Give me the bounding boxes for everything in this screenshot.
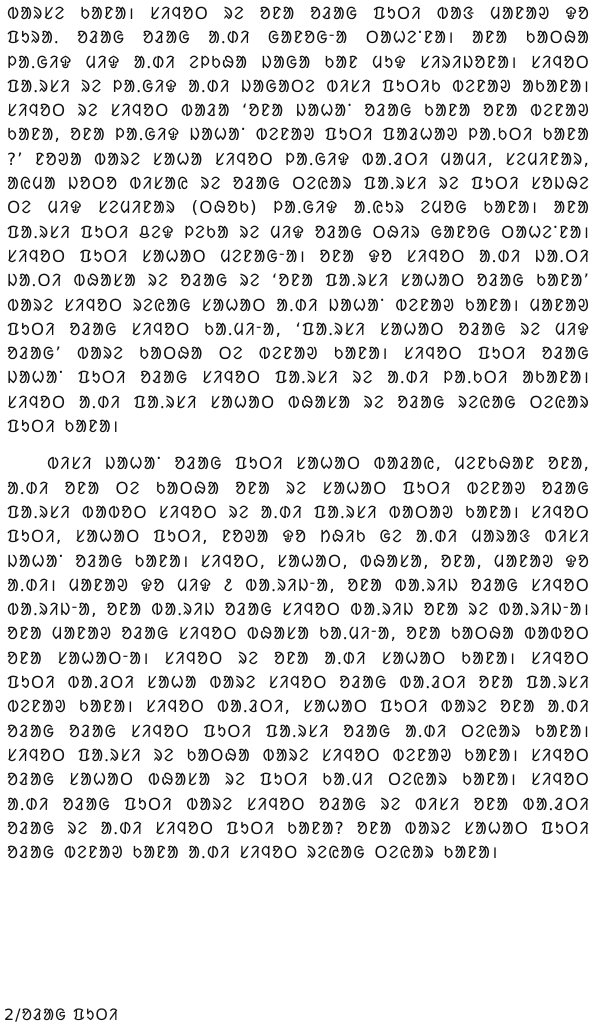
paragraph: ᱵᱟᱨᱥᱮ ᱠᱟᱱᱟ। ᱥᱤᱧᱚᱛ ᱨᱮ ᱚᱱᱟ ᱚᱲᱟᱜ ᱯᱩᱛᱤ ᱵᱟᱝ ᱢᱟᱱᱟᱣ ᱫᱚ ᱯᱩᱨᱟᱹ ᱚᱲᱟᱜ ᱚᱲᱟᱜ ᱟᱹᱰᱤ ᱜᱟᱱᱚᱜᱼᱟ ᱛᱟᱦᱮᱸᱱᱟ। ᱟᱱᱟ ᱠᱟᱛᱷᱟ ᱞᱟᱹᱜᱤᱫ ᱢᱤᱫ ᱟᱹᱰᱤ ᱮᱞᱠᱷᱟ ᱡᱟᱜᱟ ᱠᱟᱱ ᱢᱩᱫ ᱥᱤᱨᱤᱡᱚᱱᱟ। ᱥᱤᱧᱚᱛ ᱯᱟᱹᱨᱥᱤ ᱨᱮ ᱞᱟᱹᱜᱤᱫ ᱟᱹᱰᱤ ᱡᱟᱜᱟᱛᱮ ᱵᱤᱥᱤ ᱯᱩᱛᱤᱠ ᱵᱮᱱᱟᱣ ᱟᱠᱟᱱᱟ। ᱥᱤᱧᱚᱛ ᱨᱮ ᱥᱤᱧᱚᱛ ᱵᱟᱲᱟ ‘ᱚᱱᱟ ᱡᱟᱦᱟᱸ ᱚᱲᱟᱜ ᱠᱟᱱᱟ ᱚᱱᱟ ᱵᱮᱱᱟᱣ ᱠᱟᱱᱟ, ᱚᱱᱟ ᱞᱟᱹᱜᱤᱫ ᱡᱟᱦᱟᱸ ᱵᱮᱱᱟᱣ ᱯᱩᱛᱤ ᱯᱟᱲᱦᱟᱣ ᱞᱟᱹᱠᱛᱤ ᱠᱟᱱᱟ ?’ ᱱᱚᱣᱟ ᱵᱟᱨᱮ ᱥᱟᱦᱟ ᱥᱤᱧᱚᱛ ᱞᱟᱹᱜᱤᱫ ᱵᱟᱹᱲᱛᱤ ᱢᱟᱢᱤ, ᱥᱮᱢᱤᱱᱟᱨ, ᱟᱭᱢᱟ ᱡᱚᱛᱚ ᱵᱤᱥᱟᱭ ᱨᱮ ᱚᱲᱟᱜ ᱛᱮᱭᱟᱨ ᱯᱟᱹᱨᱥᱤ ᱨᱮ ᱯᱩᱛᱤ ᱥᱚᱡᱷᱮ ᱛᱮ ᱢᱤᱫ ᱥᱮᱢᱤᱱᱟᱨ (ᱛᱷᱚᱠ) ᱞᱟᱹᱜᱤᱫ ᱟᱹᱭᱩᱨ ᱮᱢᱚᱜ ᱠᱟᱱᱟ। ᱟᱱᱟ ᱯᱟᱹᱨᱥᱤ ᱯᱩᱛᱤ ᱪᱮᱫ ᱞᱮᱠᱟ ᱨᱮ ᱢᱤᱫ ᱚᱲᱟᱜ ᱛᱷᱤᱨ ᱜᱟᱱᱚᱜ ᱛᱟᱦᱮᱸᱱᱟ। ᱥᱤᱧᱚᱛ ᱯᱩᱛᱤ ᱥᱟᱦᱟᱛ ᱢᱮᱱᱟᱜᱼᱟ। ᱚᱱᱟ ᱫᱚ ᱥᱤᱧᱚᱛ ᱟᱹᱰᱤ ᱡᱟᱹᱛᱤ ᱡᱟᱹᱛᱤ ᱵᱷᱟᱥᱟ ᱨᱮ ᱚᱲᱟᱜ ᱨᱮ ‘ᱚᱱᱟ ᱯᱟᱹᱨᱥᱤ ᱥᱟᱦᱟᱛ ᱚᱲᱟᱜ ᱠᱟᱱᱟ’ ᱵᱟᱨᱮ ᱥᱤᱧᱚᱛ ᱨᱮᱭᱟᱜ ᱥᱟᱦᱟᱛ ᱟᱹᱰᱤ ᱡᱟᱦᱟᱸ ᱵᱮᱱᱟᱣ ᱠᱟᱱᱟ। ᱢᱟᱱᱟᱣ ᱯᱩᱛᱤ ᱚᱲᱟᱜ ᱥᱤᱧᱚᱛ ᱠᱟᱹᱢᱤᱼᱟ, ‘ᱯᱟᱹᱨᱥᱤ ᱥᱟᱦᱟᱛ ᱚᱲᱟᱜ ᱨᱮ ᱢᱤᱫ ᱚᱲᱟᱜ’ ᱵᱟᱨᱮ ᱠᱟᱛᱷᱟ ᱛᱮ ᱵᱮᱱᱟᱣ ᱠᱟᱱᱟ। ᱥᱤᱧᱚᱛ ᱯᱩᱛᱤ ᱚᱲᱟᱜ ᱡᱟᱦᱟᱸ ᱯᱩᱛᱤ ᱚᱲᱟᱜ ᱥᱤᱧᱚᱛ ᱯᱟᱹᱨᱥᱤ ᱨᱮ ᱟᱹᱰᱤ ᱞᱟᱹᱠᱛᱤ ᱟᱠᱟᱱᱟ। ᱥᱤᱧᱚᱛ ᱟᱹᱰᱤ ᱯᱟᱹᱨᱥᱤ ᱥᱟᱦᱟᱛ ᱵᱷᱟᱥᱟ ᱨᱮ ᱚᱲᱟᱜ ᱨᱮᱭᱟᱜ ᱛᱮᱭᱟᱨ ᱯᱩᱛᱤ ᱠᱟᱱᱟ।	[7, 4, 590, 438]
paragraph: ᱵᱤᱥᱤ ᱡᱟᱦᱟᱸ ᱚᱲᱟᱜ ᱯᱩᱛᱤ ᱥᱟᱦᱟᱛ ᱵᱟᱲᱟᱭ, ᱢᱮᱱᱠᱷᱟᱱ ᱚᱱᱟ, ᱟᱹᱰᱤ ᱚᱱᱟ ᱛᱮ ᱠᱟᱛᱷᱟ ᱚᱱᱟ ᱨᱮ ᱥᱟᱦᱟᱛ ᱯᱩᱛᱤ ᱵᱮᱱᱟᱣ ᱚᱲᱟᱜ ᱯᱟᱹᱨᱥᱤ ᱵᱟᱵᱚᱛ ᱥᱤᱧᱚᱛ ᱨᱮ ᱟᱹᱰᱤ ᱯᱟᱹᱨᱥᱤ ᱵᱟᱛᱟᱣ ᱠᱟᱱᱟ। ᱥᱤᱧᱚᱛ ᱯᱩᱛᱤ, ᱥᱟᱦᱟᱛ ᱯᱩᱛᱤ, ᱱᱚᱣᱟ ᱫᱚ ᱴᱷᱤᱠ ᱜᱮ ᱟᱹᱰᱤ ᱢᱟᱨᱟᱝ ᱵᱤᱥᱤ ᱡᱟᱦᱟᱸ ᱚᱲᱟᱜ ᱠᱟᱱᱟ। ᱥᱤᱧᱚᱛ, ᱥᱟᱦᱟᱛ, ᱵᱷᱟᱥᱟ, ᱚᱱᱟ, ᱢᱟᱱᱟᱣ ᱫᱚ ᱟᱹᱰᱤ। ᱢᱟᱱᱟᱣ ᱫᱚ ᱢᱤᱫ ᱒ ᱵᱟᱹᱨᱤᱡᱼᱟ, ᱚᱱᱟ ᱵᱟᱹᱨᱤᱡ ᱚᱲᱟᱜ ᱥᱤᱧᱚᱛ ᱵᱟᱹᱨᱤᱡᱼᱟ, ᱚᱱᱟ ᱵᱟᱹᱨᱤᱡ ᱚᱲᱟᱜ ᱥᱤᱧᱚᱛ ᱵᱟᱹᱨᱤᱡ ᱚᱱᱟ ᱨᱮ ᱵᱟᱹᱨᱤᱡᱼᱟ। ᱚᱱᱟ ᱢᱟᱱᱟᱣ ᱚᱲᱟᱜ ᱥᱤᱧᱚᱛ ᱵᱷᱟᱥᱟ ᱠᱟᱹᱢᱤᱼᱟ, ᱚᱱᱟ ᱠᱟᱛᱷᱟ ᱵᱟᱵᱚᱛ ᱚᱱᱟ ᱥᱟᱦᱟᱛᱼᱟ। ᱥᱤᱧᱚᱛ ᱨᱮ ᱚᱱᱟ ᱟᱹᱰᱤ ᱥᱟᱦᱟᱛ ᱠᱟᱱᱟ। ᱥᱤᱧᱚᱛ ᱯᱩᱛᱤ ᱵᱟᱹᱲᱛᱤ ᱥᱟᱦᱟ ᱵᱟᱨᱮ ᱥᱤᱧᱚᱛ ᱚᱲᱟᱜ ᱵᱟᱹᱲᱛᱤ ᱚᱱᱟ ᱯᱟᱹᱨᱥᱤ ᱵᱮᱱᱟᱣ ᱠᱟᱱᱟ। ᱥᱤᱧᱚᱛ ᱵᱟᱹᱲᱛᱤ, ᱥᱟᱦᱟᱛ ᱯᱩᱛᱤ ᱵᱟᱨᱮ ᱚᱱᱟ ᱟᱹᱰᱤ ᱚᱲᱟᱜ ᱚᱲᱟᱜ ᱥᱤᱧᱚᱛ ᱯᱩᱛᱤ ᱯᱟᱹᱨᱥᱤ ᱚᱲᱟᱜ ᱟᱹᱰᱤ ᱛᱮᱭᱟᱨ ᱠᱟᱱᱟ। ᱥᱤᱧᱚᱛ ᱯᱟᱹᱨᱥᱤ ᱨᱮ ᱠᱟᱛᱷᱟ ᱵᱟᱨᱮ ᱥᱤᱧᱚᱛ ᱵᱮᱱᱟᱣ ᱠᱟᱱᱟ। ᱥᱤᱧᱚᱛ ᱚᱲᱟᱜ ᱥᱟᱦᱟᱛ ᱵᱷᱟᱥᱟ ᱨᱮ ᱯᱩᱛᱤ ᱠᱟᱹᱢᱤ ᱛᱮᱭᱟᱨ ᱠᱟᱱᱟ। ᱥᱤᱧᱚᱛ ᱟᱹᱰᱤ ᱚᱲᱟᱜ ᱯᱩᱛᱤ ᱵᱟᱨᱮ ᱥᱤᱧᱚᱛ ᱚᱲᱟᱜ ᱨᱮ ᱵᱤᱥᱤ ᱚᱱᱟ ᱵᱟᱹᱲᱛᱤ ᱚᱲᱟᱜ ᱨᱮ ᱟᱹᱰᱤ ᱥᱤᱧᱚᱛ ᱯᱩᱛᱤ ᱠᱟᱱᱟ? ᱚᱱᱟ ᱵᱟᱨᱮ ᱥᱟᱦᱟᱛ ᱯᱩᱛᱤ ᱚᱲᱟᱜ ᱵᱮᱱᱟᱣ ᱠᱟᱱᱟ ᱟᱹᱰᱤ ᱥᱤᱧᱚᱛ ᱨᱮᱭᱟᱜ ᱛᱮᱭᱟᱨ ᱠᱟᱱᱟ।	[7, 454, 590, 864]
page-footer: 2/ᱚᱲᱟᱜ ᱯᱩᱛᱤ	[4, 1005, 119, 1024]
